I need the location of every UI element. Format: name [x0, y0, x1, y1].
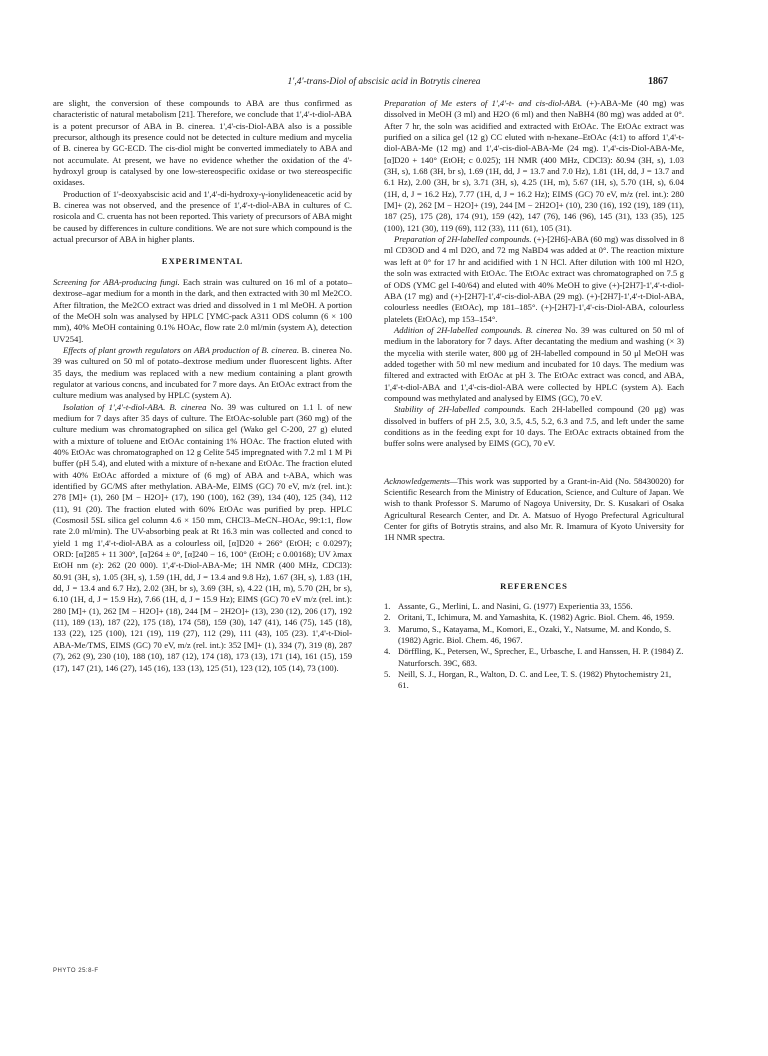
acknowledgements-heading: Acknowledgements—: [384, 475, 458, 486]
acknowledgements: [384, 476, 684, 544]
paragraph-body: (+)-[2H6]-ABA (60 mg) was dissolved in 8 ml CD3OD and 4 ml D2O, and 72 mg NaBD4 was added at 0°. The reaction mixture was left at 0° for 17 hr and acidified with 1 N HCl. After dilution with 100 ml H2O, the soln was extracted with EtOAc. The EtOAc extract was chromatographed on 7.5 g of ODS (YMC gel I-40/64) and eluted with 40% MeOH to give (+)-[2H7]-1',4'-t-diol-ABA (17 mg) and (+)-[2H7]-1',4'-cis-diol-ABA (29 mg). (+)-[2H7]-1',4'-t-Diol-ABA, colourless needles (EtOAc), mp 181–185°. (+)-[2H7]-1',4'-cis-Diol-ABA, colourless platelets (EtOAc), mp 153–154°.: [384, 234, 684, 324]
paragraph-runin-heading: Addition of 2H-labelled compounds. B. cinerea: [394, 324, 562, 335]
section-spacer: [384, 450, 684, 476]
paragraph-runin-heading: Preparation of Me esters of 1',4'-t- and cis-diol-ABA.: [384, 98, 583, 108]
experimental-paragraph: [384, 325, 684, 404]
intro-paragraph: Production of 1'-deoxyabscisic acid and 1',4'-di-hydroxy-γ-ionylideneacetic acid by B. cinerea was not observed, and the presence of 1',4'-t-diol-ABA in cultures of C. rosicola and C. cruenta has not been reported. This variety of precursors of ABA might be caused by differences in culture conditions. We are not sure which compound is the actual precursor of ABA in higher plants.: [53, 188, 352, 245]
experimental-paragraph: [384, 234, 684, 325]
page-number: 1867: [648, 76, 668, 87]
reference-text: Assante, G., Merlini, L. and Nasini, G. (1977) Experientia 33, 1556.: [398, 601, 633, 612]
acknowledgements-body: This work was supported by a Grant-in-Aid (No. 58430020) for Scientific Research from the Ministry of Education, Science, and Culture of Japan. We wish to thank Professor S. Marumo of Nagoya University, Dr. S. Kusakari of Osaka Agricultural Research Center, and Dr. A. Matsuo of Hyogo Prefectural Agricultural Center for gifts of Botrytis strains, and also Mr. R. Imamura of Kyoto University for 1H NMR spectra.: [384, 475, 684, 543]
experimental-paragraph: [53, 402, 352, 674]
section-heading-references: REFERENCES: [500, 580, 568, 591]
section-heading-experimental: EXPERIMENTAL: [161, 256, 244, 267]
paragraph-body: B. cinerea No. 39 was cultured on 50 ml of potato–dextrose medium under fluorescent lights. After 35 days, the medium was replaced with a new medium containing a plant growth regulator at various concns, and incubated for 7 more days. An EtOAc extract from the culture medium was analysed by HPLC (system A).: [53, 344, 353, 401]
reference-text: Oritani, T., Ichimura, M. and Yamashita, K. (1982) Agric. Biol. Chem. 46, 1959.: [398, 612, 675, 623]
reference-number: 5.: [384, 669, 391, 680]
reference-text: Dörffling, K., Petersen, W., Sprecher, E., Urbasche, I. and Hanssen, H. P. (1984) Z. Naturforsch. 39C, 683.: [398, 646, 684, 668]
experimental-paragraph: [53, 277, 352, 345]
right-column: [384, 98, 684, 692]
experimental-paragraph: [384, 98, 684, 234]
paragraph-runin-heading: Stability of 2H-labelled compounds.: [394, 404, 526, 415]
reference-number: 4.: [384, 646, 391, 657]
intro-paragraph: are slight, the conversion of these compounds to ABA are thus confirmed as characteristic of natural metabolism [21]. Therefore, we conclude that 1',4'-t-diol-ABA is a potent precursor of ABA in B. cinerea. 1',4'-cis-Diol-ABA also is a possible precursor, although its presence could not be detected in culture medium and mycelia of B. cinerea by GC-ECD. The cis-diol might be converted immediately to ABA and not accumulate. At present, we have no evidence whether the oxidation of the 4'-hydroxyl group is catalysed by one low-stereospecific oxidase or two stereospecific oxidases.: [53, 98, 352, 188]
reference-item: [384, 612, 684, 623]
paragraph-body: Each strain was cultured on 16 ml of a potato–dextrose–agar medium for a month in the dark, and then extracted with 30 ml Me2CO. After filtration, the Me2CO extract was dried and dissolved in 1 ml MeOH. A portion of the MeOH soln was analysed by HPLC [YMC-pack A311 ODS column (6 × 100 mm), 40% MeOH containing 0.1% HOAc, flow rate 2.0 ml/min (system A), detection UV254].: [53, 276, 352, 344]
footer-code: PHYTO 25:8-F: [53, 968, 99, 974]
paragraph-runin-heading: Isolation of 1',4'-t-diol-ABA. B. cinerea: [63, 401, 207, 412]
experimental-paragraph: [53, 345, 352, 402]
left-column: [53, 98, 352, 674]
running-title: 1',4'-trans-Diol of abscisic acid in Botrytis cinerea: [287, 77, 481, 87]
reference-item: [384, 624, 684, 647]
paragraph-body: No. 39 was cultured on 50 ml of medium in the laboratory for 7 days. After decantating the medium and washing (× 3) the mycelia with sterile water, 800 μg of 2H-labelled compound in 50 μl MeOH was added together with 50 ml new medium and incubated for 10 days. The medium was filtered and extracted with EtOAc at pH 3. The EtOAc extract was concd, and ABA, 1',4'-t-diol-ABA and 1',4'-cis-diol-ABA were collected by HPLC (system A). Each compound was methylated and analysed by EIMS (GC), 70 eV.: [384, 324, 685, 403]
experimental-paragraph: [384, 404, 684, 449]
reference-number: 3.: [384, 623, 391, 634]
paragraph-body: Each 2H-labelled compound (20 μg) was dissolved in buffers of pH 2.5, 3.0, 3.5, 4.5, 5.2, 6.3 and 7.5, and left under the same conditions as in the feeding expt for 10 days. The EtOAc extracts obtained from the buffer solns were analysed by EIMS (GC), 70 eV.: [384, 404, 684, 449]
paragraph-body: (+)-ABA-Me (40 mg) was dissolved in MeOH (3 ml) and H2O (6 ml) and then NaBH4 (80 mg) was added at 0°. After 7 hr, the soln was acidified and extracted with EtOAc. The EtOAc extract was purified on a silica gel (12 g) CC eluted with n-hexane–EtOAc (4:1) to afford 1',4'-t-diol-ABA-Me (12 mg) and 1',4'-cis-diol-ABA-Me (24 mg). 1',4'-cis-Diol-ABA-Me, [α]D20 + 140° (EtOH; c 0.025); 1H NMR (400 MHz, CDCl3): δ0.94 (3H, s), 1.03 (3H, s), 1.68 (3H, br s), 1.69 (1H, dd, J = 13.7 and 7.0 Hz), 1.81 (1H, dd, J = 13.7 and 6.1 Hz), 2.00 (3H, br s), 3.71 (3H, s), 4.25 (1H, m), 5.67 (1H, s), 5.70 (1H, s), 6.04 (1H, d, J = 16.2 Hz), 7.77 (1H, d, J = 16.2 Hz); EIMS (GC) 70 eV, m/z (rel. int.): 280 [M]+ (2), 262 [M − H2O]+ (19), 244 [M − 2H2O]+ (10), 230 (16), 192 (19), 189 (11), 187 (25), 175 (28), 174 (91), 159 (42), 147 (76), 146 (96), 145 (31), 133 (35), 125 (100), 121 (30), 119 (69), 112 (33), 111 (61), 105 (31).: [384, 98, 684, 233]
paragraph-body: No. 39 was cultured on 1.1 l. of new medium for 7 days after 35 days of culture. The EtOAc-soluble part (360 mg) of the culture medium was chromatographed on silica gel (Wako gel C-200, 27 g) eluted with a mixture of toluene and EtOAc containing 1% HOAc. The fraction eluted with 40% EtOAc was chromatographed on 12 g Celite 545 impregnated with 7.2 ml 1 M Pi buffer (pH 5.4), and eluted with a mixture of n-hexane and EtOAc. The fraction eluted with 40% EtOAc afforded a mixture of (6 mg) of ABA and t-ABA, which was identified by GC/MS after methylation. ABA-Me, EIMS (GC) 70 eV, m/z (rel. int.): 278 [M]+ (1), 260 [M − H2O]+ (17), 190 (100), 162 (39), 134 (40), 125 (34), 112 (11), 91 (20). The fraction eluted with 60% EtOAc was purified by prep. HPLC (Cosmosil 5SL silica gel column 4.6 × 150 mm, CHCl3–MeCN–HOAc, 99:1:1, flow rate 2.0 ml/min). The UV-absorbing peak at Rt 16.3 min was collected and concd to yield 1 mg 1',4'-t-diol-ABA as a colourless oil, [α]D20 + 266° (EtOH; c 0.0297); ORD: [α]285 + 11 300°, [α]264 ± 0°, [α]240 − 16, 100° (EtOH; c 0.00168); UV λmax EtOH nm (ε): 262 (20 000). 1',4'-t-Diol-ABA-Me; 1H NMR (400 MHz, CDCl3): δ0.91 (3H, s), 1.05 (3H, s), 1.59 (1H, dd, J = 13.4 and 9.8 Hz), 1.67 (3H, s), 1.83 (1H, dd, J = 13.4 and 6.7 Hz), 2.02 (3H, br s), 3.69 (3H, s), 4.22 (1H, m), 5.70 (2H, br s), 6.10 (1H, d, J = 15.9 Hz), 7.66 (1H, d, J = 15.9 Hz); EIMS (GC) 70 eV m/z (rel. int.): 280 [M]+ (1), 262 [M − H2O]+ (18), 244 [M − 2H2O]+ (13), 230 (12), 206 (17), 192 (11), 189 (13), 187 (22), 175 (18), 174 (58), 159 (30), 147 (41), 146 (75), 145 (18), 133 (22), 125 (100), 121 (19), 119 (27), 112 (29), 111 (43), 105 (23). 1',4'-t-Diol-ABA-Me/TMS, EIMS (GC) 70 eV, m/z (rel. int.): 352 [M]+ (1), 334 (7), 319 (8), 287 (7), 262 (9), 230 (10), 188 (10), 187 (12), 174 (18), 173 (13), 171 (14), 161 (15), 159 (17), 147 (21), 146 (27), 145 (16), 133 (13), 125 (51), 123 (12), 105 (14), 73 (100).: [53, 401, 352, 673]
reference-number: 2.: [384, 612, 391, 623]
paragraph-runin-heading: Screening for ABA-producing fungi.: [53, 276, 180, 287]
reference-item: [384, 669, 684, 692]
reference-number: 1.: [384, 601, 391, 612]
reference-text: Neill, S. J., Horgan, R., Walton, D. C. and Lee, T. S. (1982) Phytochemistry 21, 61.: [398, 669, 672, 691]
reference-item: [384, 601, 684, 612]
paragraph-runin-heading: Preparation of 2H-labelled compounds.: [394, 234, 532, 245]
paragraph-runin-heading: Effects of plant growth regulators on ABA production of B. cinerea.: [63, 344, 299, 355]
reference-text: Marumo, S., Katayama, M., Komori, E., Ozaki, Y., Natsume, M. and Kondo, S. (1982) Agric. Biol. Chem. 46, 1967.: [398, 623, 672, 646]
reference-item: [384, 646, 684, 669]
section-spacer: [384, 544, 684, 570]
reference-list: [384, 601, 684, 692]
